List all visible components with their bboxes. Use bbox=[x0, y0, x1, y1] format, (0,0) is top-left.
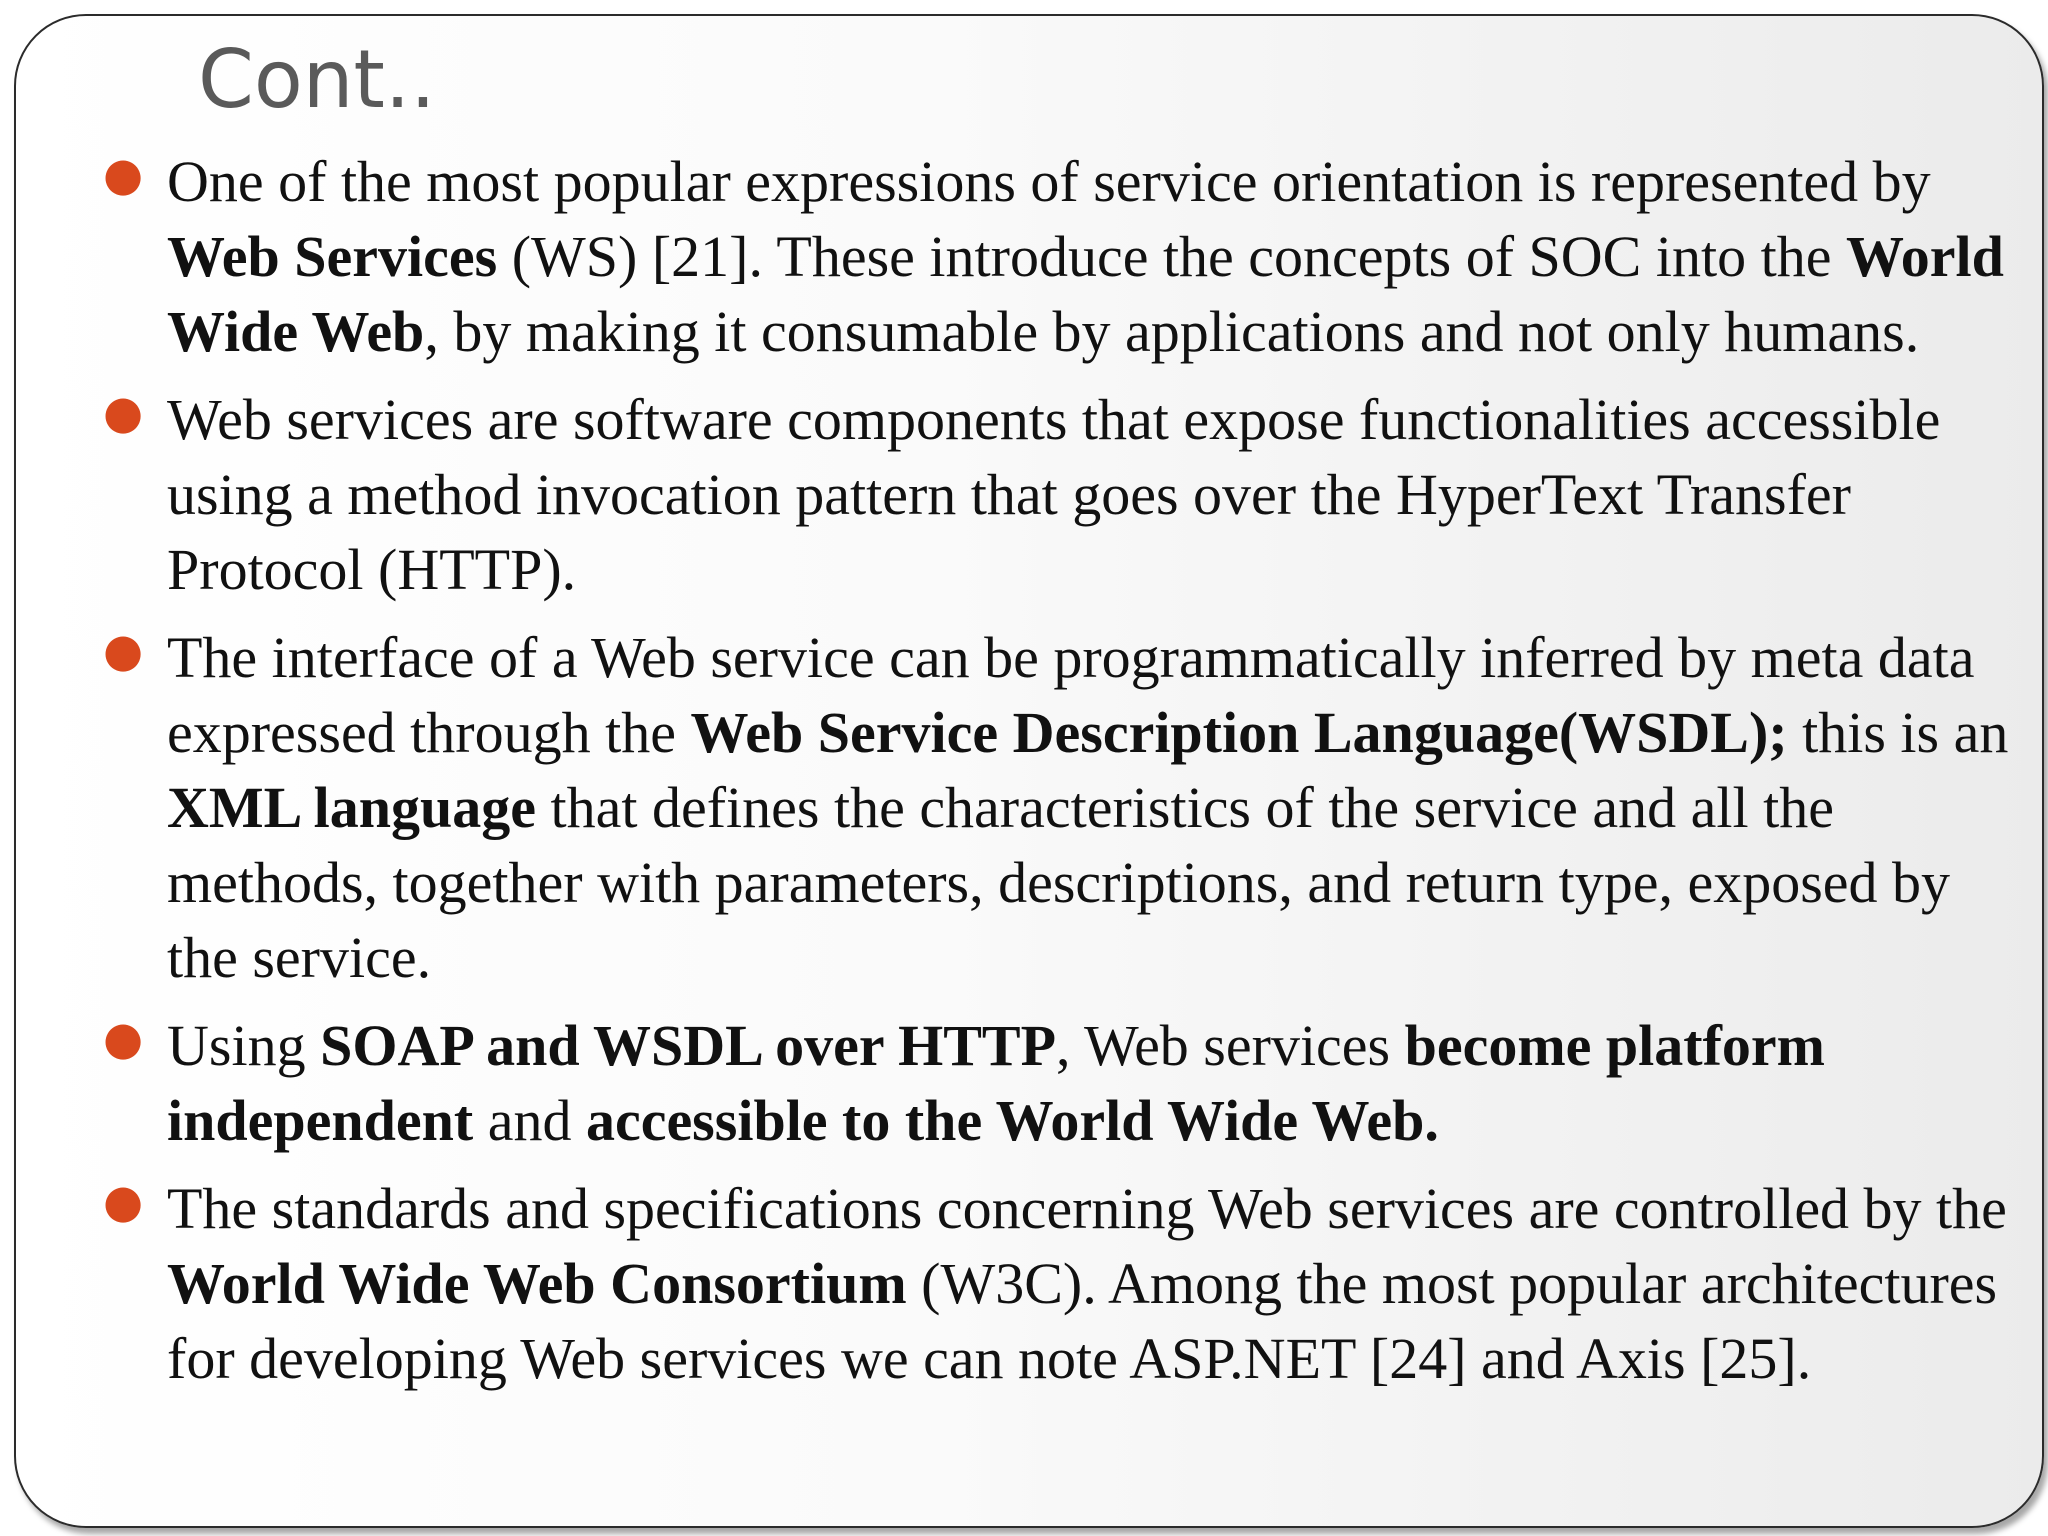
bullet-icon: ● bbox=[103, 1011, 144, 1065]
text-run: , Web services bbox=[1056, 1013, 1405, 1078]
text-run: One of the most popular expressions of service orientation is represented by bbox=[167, 149, 1931, 214]
bullet-text bbox=[167, 1176, 2007, 1391]
text-run: Web services are software components that expose functionalities accessible using a method invocation pattern that goes over the HyperText Transfer Protocol (HTTP). bbox=[167, 387, 1941, 602]
bullet-list bbox=[103, 144, 2018, 1409]
slide bbox=[14, 14, 2044, 1528]
bold-run: Web Services bbox=[167, 224, 498, 289]
bullet-text bbox=[167, 625, 2008, 990]
bullet-text bbox=[167, 1013, 1825, 1153]
bold-run: become platform independent bbox=[167, 1013, 1825, 1153]
text-run: this is an bbox=[1787, 700, 2009, 765]
bold-run: Web Service Description Language(WSDL); bbox=[690, 700, 1788, 765]
bullet-item bbox=[103, 382, 2018, 607]
text-run: (W3C). Among the most popular architectures for developing Web services we can note ASP.NET [24] and Axis [25]. bbox=[167, 1251, 1998, 1391]
text-run: and bbox=[473, 1088, 586, 1153]
text-run: The interface of a Web service can be programmatically inferred by meta data expressed through the bbox=[167, 625, 1975, 765]
bullet-icon: ● bbox=[103, 1174, 144, 1228]
bold-run: accessible to the World Wide Web. bbox=[585, 1088, 1439, 1153]
bullet-icon: ● bbox=[103, 385, 144, 439]
bullet-item bbox=[103, 1171, 2018, 1396]
text-run: , by making it consumable by applications and not only humans. bbox=[424, 299, 1920, 364]
text-run: The standards and specifications concerning Web services are controlled by the bbox=[167, 1176, 2007, 1241]
bold-run: XML language bbox=[167, 775, 536, 840]
bullet-icon: ● bbox=[103, 623, 144, 677]
bold-run: SOAP and WSDL over HTTP bbox=[320, 1013, 1057, 1078]
text-run: that defines the characteristics of the service and all the methods, together with parameters, descriptions, and return type, exposed by the service. bbox=[167, 775, 1951, 990]
text-run: (WS) [21]. These introduce the concepts of SOC into the bbox=[497, 224, 1846, 289]
bullet-text bbox=[167, 387, 1940, 602]
bullet-text bbox=[167, 149, 2004, 364]
bold-run: World Wide Web Consortium bbox=[167, 1251, 907, 1316]
bullet-item bbox=[103, 620, 2018, 995]
bullet-item bbox=[103, 144, 2018, 369]
bullet-item bbox=[103, 1008, 2018, 1158]
slide-title: Cont.. bbox=[198, 33, 436, 126]
bold-run: World Wide Web bbox=[167, 224, 2004, 364]
text-run: Using bbox=[167, 1013, 321, 1078]
bullet-icon: ● bbox=[103, 147, 144, 201]
